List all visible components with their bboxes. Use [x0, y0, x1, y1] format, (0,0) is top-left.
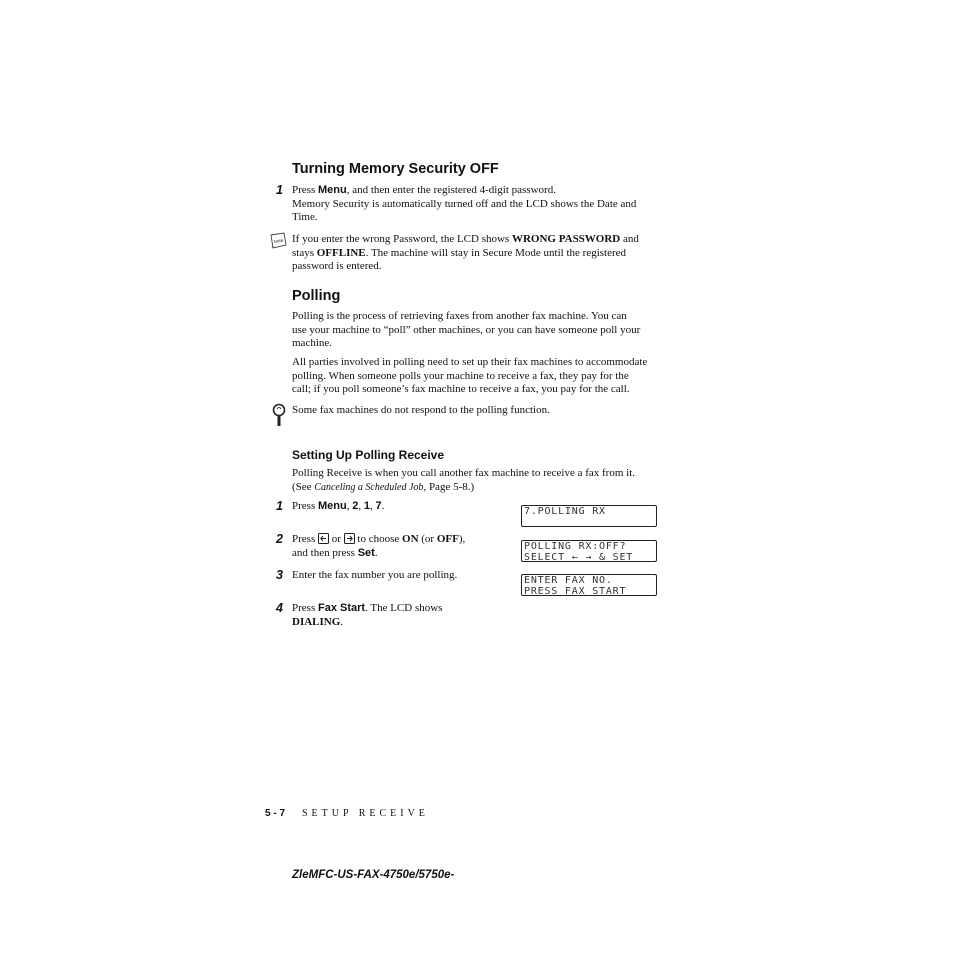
lcd-screen: POLLING RX:OFF? SELECT ← → & SET: [521, 540, 657, 562]
note-icon: [270, 232, 287, 254]
polling-paragraph-2: All parties involved in polling need to set up their fax machines to accommodate polling. When someone polls your machine to receive a fax, they pay for the call; if you poll someone’s fax machine to receive a fax, you pay for the call.: [292, 356, 648, 395]
chapter-title: SETUP RECEIVE: [302, 808, 429, 819]
section-title-memory-security-off: Turning Memory Security OFF: [292, 161, 499, 177]
lcd-screen: ENTER FAX NO. PRESS FAX START: [521, 574, 657, 596]
step-number: 1: [276, 499, 283, 513]
cross-reference-link[interactable]: Canceling a Scheduled Job: [314, 481, 424, 493]
step-text: Press Fax Start. The LCD shows DIALING.: [292, 602, 443, 628]
document-id: ZleMFC-US-FAX-4750e/5750e-: [292, 869, 455, 881]
step-text: Press Menu, 2, 1, 7.: [292, 500, 385, 512]
polling-receive-intro: Polling Receive is when you call another fax machine to receive a fax from it. (See Canceling a Scheduled Job, Page 5-8.): [292, 467, 636, 493]
left-arrow-key-icon: [318, 533, 329, 544]
page-number: 5 - 7: [265, 808, 286, 819]
polling-paragraph-1: Polling is the process of retrieving faxes from another fax machine. You can use your machine to “poll” other machines, or you can have someone poll your machine.: [292, 310, 641, 349]
step-text: Enter the fax number you are polling.: [292, 569, 458, 581]
step-text: Press or to choose ON (or OFF), and then press Set.: [292, 533, 466, 559]
step-number: 1: [276, 183, 283, 197]
lightbulb-icon: [272, 403, 286, 432]
step-text: Press Menu, and then enter the registered 4-digit password. Memory Security is automatically turned off and the LCD shows the Date and Time.: [292, 184, 637, 223]
right-arrow-key-icon: [344, 533, 355, 544]
step-number: 4: [276, 601, 283, 615]
svg-text:Note: Note: [273, 237, 284, 245]
step-number: 2: [276, 532, 283, 546]
fax-start-key-label: Fax Start: [317, 602, 366, 614]
menu-key-label: Menu: [317, 184, 347, 196]
tip-text: Some fax machines do not respond to the polling function.: [292, 404, 550, 416]
note-text: If you enter the wrong Password, the LCD shows WRONG PASSWORD and stays OFFLINE. The machine will stay in Secure Mode until the registered password is entered.: [292, 233, 639, 272]
section-title-setting-up-polling-receive: Setting Up Polling Receive: [292, 448, 445, 462]
section-title-polling: Polling: [292, 288, 341, 304]
step-number: 3: [276, 568, 283, 582]
lcd-screen: 7.POLLING RX: [521, 505, 657, 527]
